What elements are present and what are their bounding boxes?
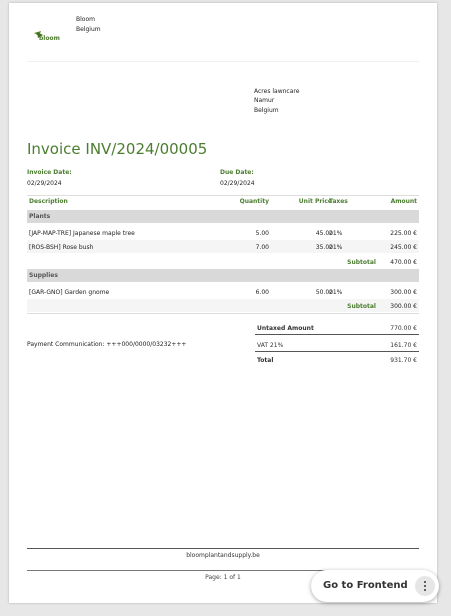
due-date-value: 02/29/2024 — [220, 180, 255, 187]
more-options-icon[interactable] — [415, 576, 435, 596]
invoice-date-value: 02/29/2024 — [27, 180, 62, 187]
total-value: 931.70 € — [390, 357, 417, 364]
footer-website: bloomplantandsupply.be — [186, 552, 260, 559]
line-description: [JAP-MAP-TRE] Japanese maple tree — [29, 230, 135, 237]
vat-label: VAT 21% — [257, 342, 284, 349]
subtotal-label: Subtotal — [347, 303, 376, 310]
invoice-date-label: Invoice Date: — [27, 169, 72, 176]
col-header-unit-price: Unit Price — [298, 198, 332, 205]
line-taxes: 21% — [329, 289, 343, 296]
company-name: Bloom — [76, 16, 95, 23]
section-name: Plants — [29, 213, 51, 220]
line-unit-price: 50.00 — [315, 289, 333, 296]
go-to-frontend-widget — [311, 570, 439, 602]
due-date-label: Due Date: — [220, 169, 254, 176]
line-amount: 245.00 € — [390, 244, 417, 251]
total-row — [255, 354, 419, 367]
payment-communication — [27, 341, 186, 348]
line-quantity: 7.00 — [255, 244, 269, 251]
col-header-quantity: Quantity — [239, 198, 269, 205]
table-row — [27, 226, 419, 239]
customer-city: Namur — [254, 97, 275, 104]
table-row — [27, 285, 419, 298]
untaxed-row — [255, 322, 419, 335]
vat-value: 161.70 € — [390, 342, 417, 349]
untaxed-value: 770.00 € — [390, 325, 417, 332]
line-quantity: 6.00 — [255, 289, 269, 296]
table-top-divider — [27, 195, 419, 196]
vat-row — [255, 339, 419, 352]
section-row-plants — [27, 210, 419, 223]
invoice-title: Invoice INV/2024/00005 — [27, 140, 208, 158]
line-quantity: 5.00 — [255, 230, 269, 237]
col-header-description: Description — [29, 198, 68, 205]
customer-country: Belgium — [254, 107, 279, 114]
line-amount: 225.00 € — [390, 230, 417, 237]
line-unit-price: 35.00 — [315, 244, 333, 251]
company-country: Belgium — [76, 26, 101, 33]
untaxed-label: Untaxed Amount — [257, 325, 314, 332]
section-name: Supplies — [29, 272, 58, 279]
section-row-supplies — [27, 269, 419, 282]
line-amount: 300.00 € — [390, 289, 417, 296]
totals-block — [255, 321, 419, 371]
subtotal-value: 300.00 € — [390, 303, 417, 310]
subtotal-row — [27, 255, 419, 268]
payment-reference: +++000/0000/03232+++ — [106, 341, 187, 348]
line-unit-price: 45.00 — [315, 230, 333, 237]
logo-text: bloom — [39, 35, 60, 42]
footer-page-number: Page: 1 of 1 — [205, 574, 241, 581]
col-header-amount: Amount — [390, 198, 417, 205]
payment-prefix: Payment Communication: — [27, 341, 107, 348]
go-to-frontend-button[interactable]: Go to Frontend — [323, 580, 408, 591]
col-header-taxes: Taxes — [329, 198, 348, 205]
line-taxes: 21% — [329, 230, 343, 237]
header-divider — [27, 61, 419, 62]
total-label: Total — [257, 357, 274, 364]
footer-divider — [27, 548, 419, 549]
invoice-page — [9, 3, 437, 603]
table-row — [27, 240, 419, 253]
customer-name: Acres lawncare — [254, 88, 300, 95]
line-description: [ROS-BSH] Rose bush — [29, 244, 94, 251]
subtotal-label: Subtotal — [347, 259, 376, 266]
subtotal-value: 470.00 € — [390, 259, 417, 266]
line-description: [GAR-GNO] Garden gnome — [29, 289, 110, 296]
table-bottom-divider — [27, 313, 419, 314]
line-taxes: 21% — [329, 244, 343, 251]
subtotal-row — [27, 299, 419, 312]
